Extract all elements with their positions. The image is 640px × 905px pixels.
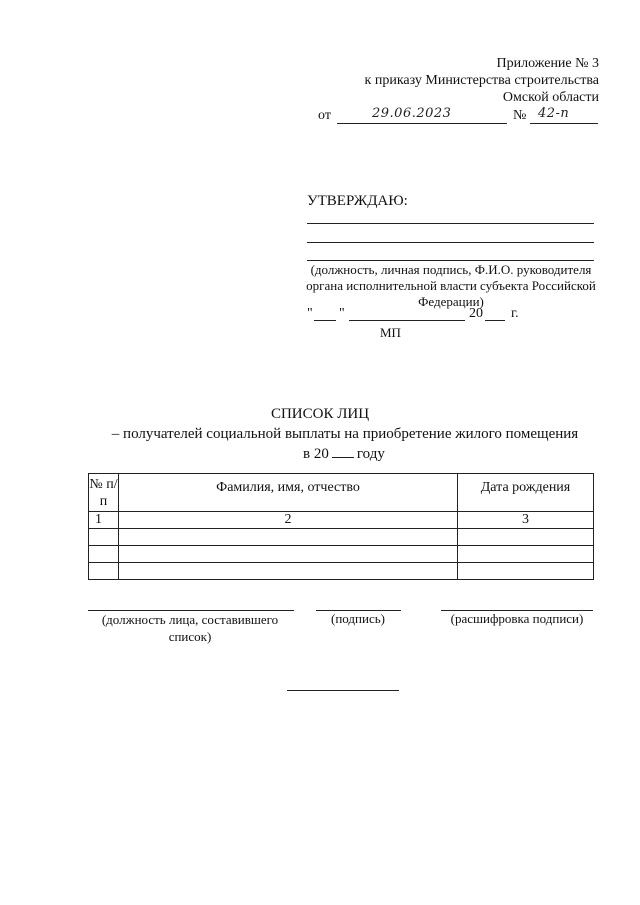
approval-year-suffix: г. xyxy=(511,306,519,321)
handwritten-date: 29.06.2023 xyxy=(372,106,452,121)
appendix-order-ref: к приказу Министерства строительства xyxy=(364,73,599,88)
numbering-cell-3: 3 xyxy=(458,512,594,529)
approval-caption-line1: (должность, личная подпись, Ф.И.О. руководителя xyxy=(310,262,592,277)
numbering-cell-2: 2 xyxy=(119,512,458,529)
table-numbering-row xyxy=(89,512,594,529)
approval-year-blank xyxy=(485,320,505,321)
header-number: № п/п xyxy=(89,474,119,512)
list-year-prefix: в 20 xyxy=(303,446,329,462)
position-caption-line1: (должность лица, составившего xyxy=(101,612,279,627)
approval-caption xyxy=(304,262,598,310)
list-year-blank xyxy=(332,445,354,458)
number-label: № xyxy=(513,108,527,123)
list-title: СПИСОК ЛИЦ xyxy=(270,406,370,422)
approval-caption-line3: Федерации) xyxy=(418,294,484,309)
numbering-cell-1: 1 xyxy=(89,512,119,529)
appendix-title: Приложение № 3 xyxy=(496,56,599,71)
signature-caption: (подпись) xyxy=(331,611,385,626)
handwritten-number: 42-п xyxy=(538,106,570,121)
table-row xyxy=(89,563,594,580)
header-full-name: Фамилия, имя, отчество xyxy=(119,474,458,512)
position-caption xyxy=(80,611,300,645)
decoding-caption: (расшифровка подписи) xyxy=(450,611,584,626)
approval-caption-line2: органа исполнительной власти субъекта Российской xyxy=(306,278,596,293)
appendix-region: Омской области xyxy=(502,90,599,105)
number-underline xyxy=(530,123,598,124)
approval-line-3 xyxy=(307,260,594,261)
approval-date-open-quote: " xyxy=(307,306,313,321)
list-year-suffix: году xyxy=(356,446,385,462)
approval-line-2 xyxy=(307,242,594,243)
approval-heading: УТВЕРЖДАЮ: xyxy=(307,193,408,209)
recipients-table xyxy=(88,473,594,580)
position-caption-line2: список) xyxy=(168,629,212,644)
header-birth-date: Дата рождения xyxy=(458,474,594,512)
table-row xyxy=(89,546,594,563)
approval-year-prefix: 20 xyxy=(469,306,483,321)
from-label: от xyxy=(318,108,331,123)
document-end-line xyxy=(287,690,399,691)
approval-day-blank xyxy=(314,320,336,321)
approval-month-blank xyxy=(349,320,465,321)
table-row xyxy=(89,529,594,546)
list-year-line xyxy=(303,445,385,463)
table-header-row xyxy=(89,474,594,512)
date-underline xyxy=(337,123,507,124)
approval-line-1 xyxy=(307,223,594,224)
stamp-label: МП xyxy=(380,325,401,340)
list-subtitle: – получателей социальной выплаты на приобретение жилого помещения xyxy=(111,426,579,442)
approval-date-close-quote: " xyxy=(339,306,345,321)
